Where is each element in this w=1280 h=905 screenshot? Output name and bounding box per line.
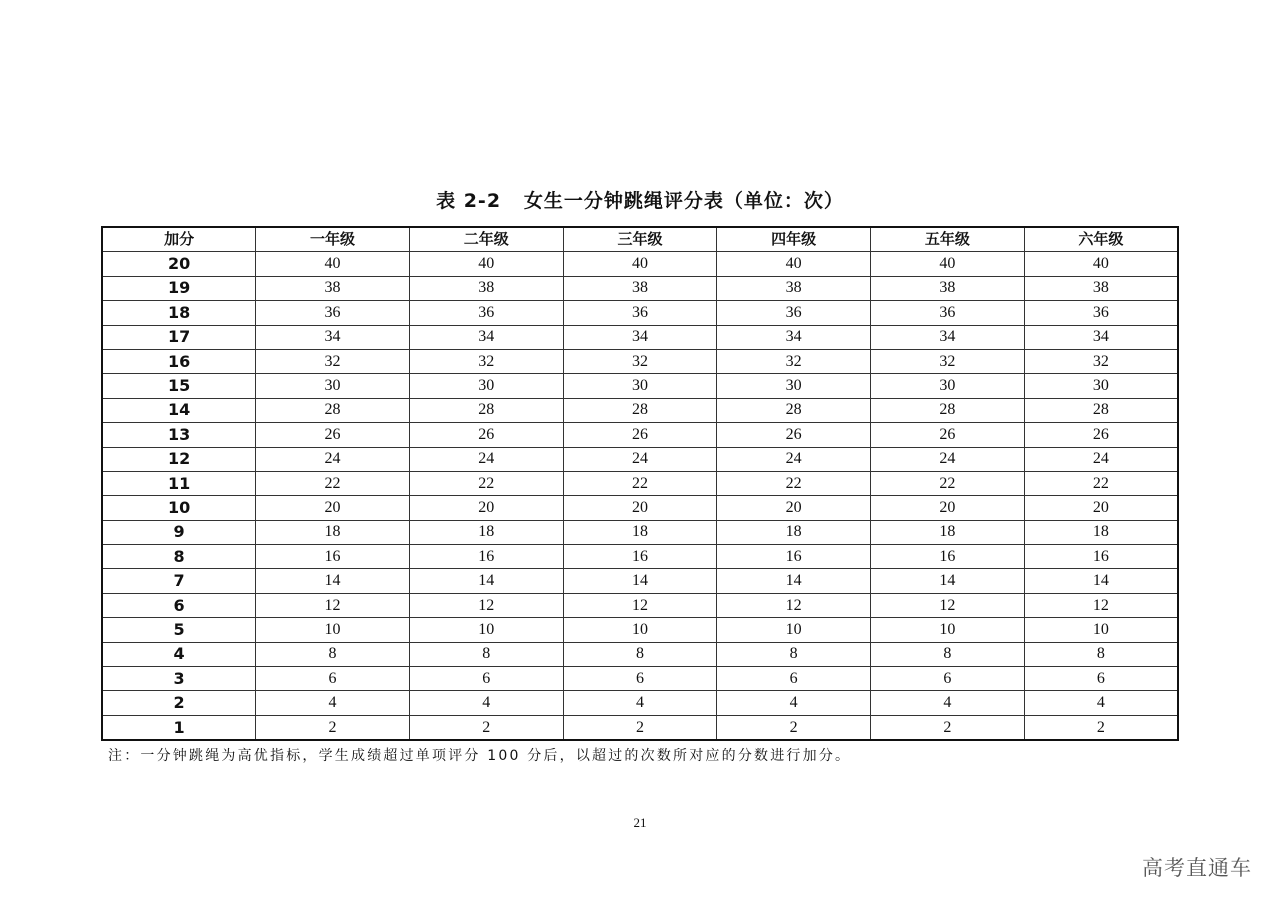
count-cell: 10	[717, 618, 871, 642]
table-row	[102, 618, 1178, 642]
bonus-points-cell: 13	[102, 423, 256, 447]
count-cell: 40	[256, 252, 410, 276]
count-cell: 22	[563, 471, 717, 495]
count-cell: 4	[563, 691, 717, 715]
table-row	[102, 593, 1178, 617]
count-cell: 32	[409, 349, 563, 373]
count-cell: 34	[563, 325, 717, 349]
count-cell: 24	[1024, 447, 1178, 471]
count-cell: 28	[256, 398, 410, 422]
count-cell: 36	[409, 301, 563, 325]
bonus-points-cell: 7	[102, 569, 256, 593]
count-cell: 8	[256, 642, 410, 666]
count-cell: 4	[717, 691, 871, 715]
column-header: 加分	[102, 227, 256, 252]
bonus-points-cell: 12	[102, 447, 256, 471]
count-cell: 22	[1024, 471, 1178, 495]
count-cell: 16	[256, 545, 410, 569]
count-cell: 28	[409, 398, 563, 422]
count-cell: 16	[871, 545, 1025, 569]
count-cell: 32	[1024, 349, 1178, 373]
count-cell: 6	[409, 667, 563, 691]
count-cell: 30	[256, 374, 410, 398]
table-row	[102, 642, 1178, 666]
bonus-points-cell: 11	[102, 471, 256, 495]
count-cell: 12	[871, 593, 1025, 617]
table-row	[102, 715, 1178, 740]
table-row	[102, 545, 1178, 569]
count-cell: 22	[409, 471, 563, 495]
count-cell: 20	[409, 496, 563, 520]
count-cell: 6	[1024, 667, 1178, 691]
count-cell: 6	[871, 667, 1025, 691]
count-cell: 38	[409, 276, 563, 300]
table-row	[102, 398, 1178, 422]
count-cell: 26	[256, 423, 410, 447]
table-row	[102, 349, 1178, 373]
count-cell: 30	[717, 374, 871, 398]
count-cell: 16	[409, 545, 563, 569]
count-cell: 2	[717, 715, 871, 740]
count-cell: 34	[871, 325, 1025, 349]
count-cell: 28	[1024, 398, 1178, 422]
count-cell: 18	[717, 520, 871, 544]
count-cell: 12	[1024, 593, 1178, 617]
count-cell: 20	[717, 496, 871, 520]
count-cell: 36	[563, 301, 717, 325]
bonus-points-cell: 4	[102, 642, 256, 666]
bonus-points-cell: 14	[102, 398, 256, 422]
bonus-points-cell: 15	[102, 374, 256, 398]
count-cell: 24	[409, 447, 563, 471]
count-cell: 18	[409, 520, 563, 544]
column-header: 一年级	[256, 227, 410, 252]
count-cell: 34	[256, 325, 410, 349]
count-cell: 26	[871, 423, 1025, 447]
count-cell: 32	[256, 349, 410, 373]
count-cell: 4	[256, 691, 410, 715]
count-cell: 30	[871, 374, 1025, 398]
count-cell: 32	[563, 349, 717, 373]
count-cell: 40	[1024, 252, 1178, 276]
count-cell: 12	[409, 593, 563, 617]
count-cell: 34	[409, 325, 563, 349]
count-cell: 38	[717, 276, 871, 300]
count-cell: 36	[871, 301, 1025, 325]
count-cell: 14	[871, 569, 1025, 593]
count-cell: 6	[717, 667, 871, 691]
table-row	[102, 667, 1178, 691]
bonus-points-cell: 19	[102, 276, 256, 300]
table-row	[102, 569, 1178, 593]
count-cell: 10	[1024, 618, 1178, 642]
table-row	[102, 374, 1178, 398]
count-cell: 10	[871, 618, 1025, 642]
count-cell: 8	[563, 642, 717, 666]
count-cell: 4	[1024, 691, 1178, 715]
count-cell: 18	[563, 520, 717, 544]
count-cell: 18	[256, 520, 410, 544]
table-row	[102, 447, 1178, 471]
table-row	[102, 301, 1178, 325]
count-cell: 32	[717, 349, 871, 373]
count-cell: 6	[563, 667, 717, 691]
score-table	[101, 226, 1179, 741]
count-cell: 34	[717, 325, 871, 349]
count-cell: 30	[409, 374, 563, 398]
count-cell: 2	[871, 715, 1025, 740]
count-cell: 8	[409, 642, 563, 666]
count-cell: 10	[563, 618, 717, 642]
count-cell: 24	[563, 447, 717, 471]
count-cell: 14	[563, 569, 717, 593]
count-cell: 18	[871, 520, 1025, 544]
count-cell: 6	[256, 667, 410, 691]
bonus-points-cell: 1	[102, 715, 256, 740]
table-row	[102, 691, 1178, 715]
column-header: 五年级	[871, 227, 1025, 252]
count-cell: 14	[717, 569, 871, 593]
count-cell: 20	[871, 496, 1025, 520]
count-cell: 36	[717, 301, 871, 325]
count-cell: 26	[409, 423, 563, 447]
bonus-points-cell: 2	[102, 691, 256, 715]
count-cell: 26	[717, 423, 871, 447]
count-cell: 38	[256, 276, 410, 300]
count-cell: 40	[563, 252, 717, 276]
count-cell: 38	[871, 276, 1025, 300]
count-cell: 8	[717, 642, 871, 666]
table-body	[102, 252, 1178, 740]
count-cell: 8	[871, 642, 1025, 666]
bonus-points-cell: 8	[102, 545, 256, 569]
count-cell: 18	[1024, 520, 1178, 544]
count-cell: 4	[409, 691, 563, 715]
bonus-points-cell: 16	[102, 349, 256, 373]
count-cell: 12	[717, 593, 871, 617]
count-cell: 20	[256, 496, 410, 520]
count-cell: 38	[1024, 276, 1178, 300]
count-cell: 2	[563, 715, 717, 740]
count-cell: 10	[256, 618, 410, 642]
count-cell: 2	[1024, 715, 1178, 740]
count-cell: 26	[1024, 423, 1178, 447]
table-header-row	[102, 227, 1178, 252]
bonus-points-cell: 3	[102, 667, 256, 691]
count-cell: 16	[1024, 545, 1178, 569]
count-cell: 38	[563, 276, 717, 300]
count-cell: 24	[717, 447, 871, 471]
count-cell: 14	[256, 569, 410, 593]
table-row	[102, 276, 1178, 300]
count-cell: 14	[409, 569, 563, 593]
count-cell: 10	[409, 618, 563, 642]
count-cell: 16	[563, 545, 717, 569]
count-cell: 36	[1024, 301, 1178, 325]
table-row	[102, 252, 1178, 276]
count-cell: 28	[871, 398, 1025, 422]
count-cell: 12	[256, 593, 410, 617]
bonus-points-cell: 9	[102, 520, 256, 544]
count-cell: 20	[1024, 496, 1178, 520]
column-header: 三年级	[563, 227, 717, 252]
count-cell: 40	[409, 252, 563, 276]
column-header: 四年级	[717, 227, 871, 252]
column-header: 二年级	[409, 227, 563, 252]
table-row	[102, 520, 1178, 544]
count-cell: 14	[1024, 569, 1178, 593]
bonus-points-cell: 10	[102, 496, 256, 520]
count-cell: 24	[871, 447, 1025, 471]
count-cell: 22	[717, 471, 871, 495]
count-cell: 40	[717, 252, 871, 276]
bonus-points-cell: 18	[102, 301, 256, 325]
count-cell: 4	[871, 691, 1025, 715]
bonus-points-cell: 6	[102, 593, 256, 617]
count-cell: 8	[1024, 642, 1178, 666]
page-number: 21	[633, 815, 647, 830]
watermark-logo: 高考直通车	[1142, 856, 1252, 880]
count-cell: 2	[256, 715, 410, 740]
bonus-points-cell: 20	[102, 252, 256, 276]
table-row	[102, 325, 1178, 349]
table-title: 表 2-2 女生一分钟跳绳评分表（单位：次）	[436, 190, 844, 212]
count-cell: 28	[717, 398, 871, 422]
count-cell: 26	[563, 423, 717, 447]
count-cell: 16	[717, 545, 871, 569]
table-row	[102, 496, 1178, 520]
count-cell: 36	[256, 301, 410, 325]
table-row	[102, 471, 1178, 495]
count-cell: 28	[563, 398, 717, 422]
count-cell: 34	[1024, 325, 1178, 349]
count-cell: 20	[563, 496, 717, 520]
bonus-points-cell: 17	[102, 325, 256, 349]
count-cell: 22	[256, 471, 410, 495]
count-cell: 2	[409, 715, 563, 740]
bonus-points-cell: 5	[102, 618, 256, 642]
count-cell: 30	[1024, 374, 1178, 398]
count-cell: 12	[563, 593, 717, 617]
count-cell: 40	[871, 252, 1025, 276]
count-cell: 22	[871, 471, 1025, 495]
count-cell: 30	[563, 374, 717, 398]
table-note: 注：一分钟跳绳为高优指标，学生成绩超过单项评分 100 分后，以超过的次数所对应的分数进行加分。	[108, 748, 852, 764]
table-row	[102, 423, 1178, 447]
count-cell: 24	[256, 447, 410, 471]
column-header: 六年级	[1024, 227, 1178, 252]
count-cell: 32	[871, 349, 1025, 373]
